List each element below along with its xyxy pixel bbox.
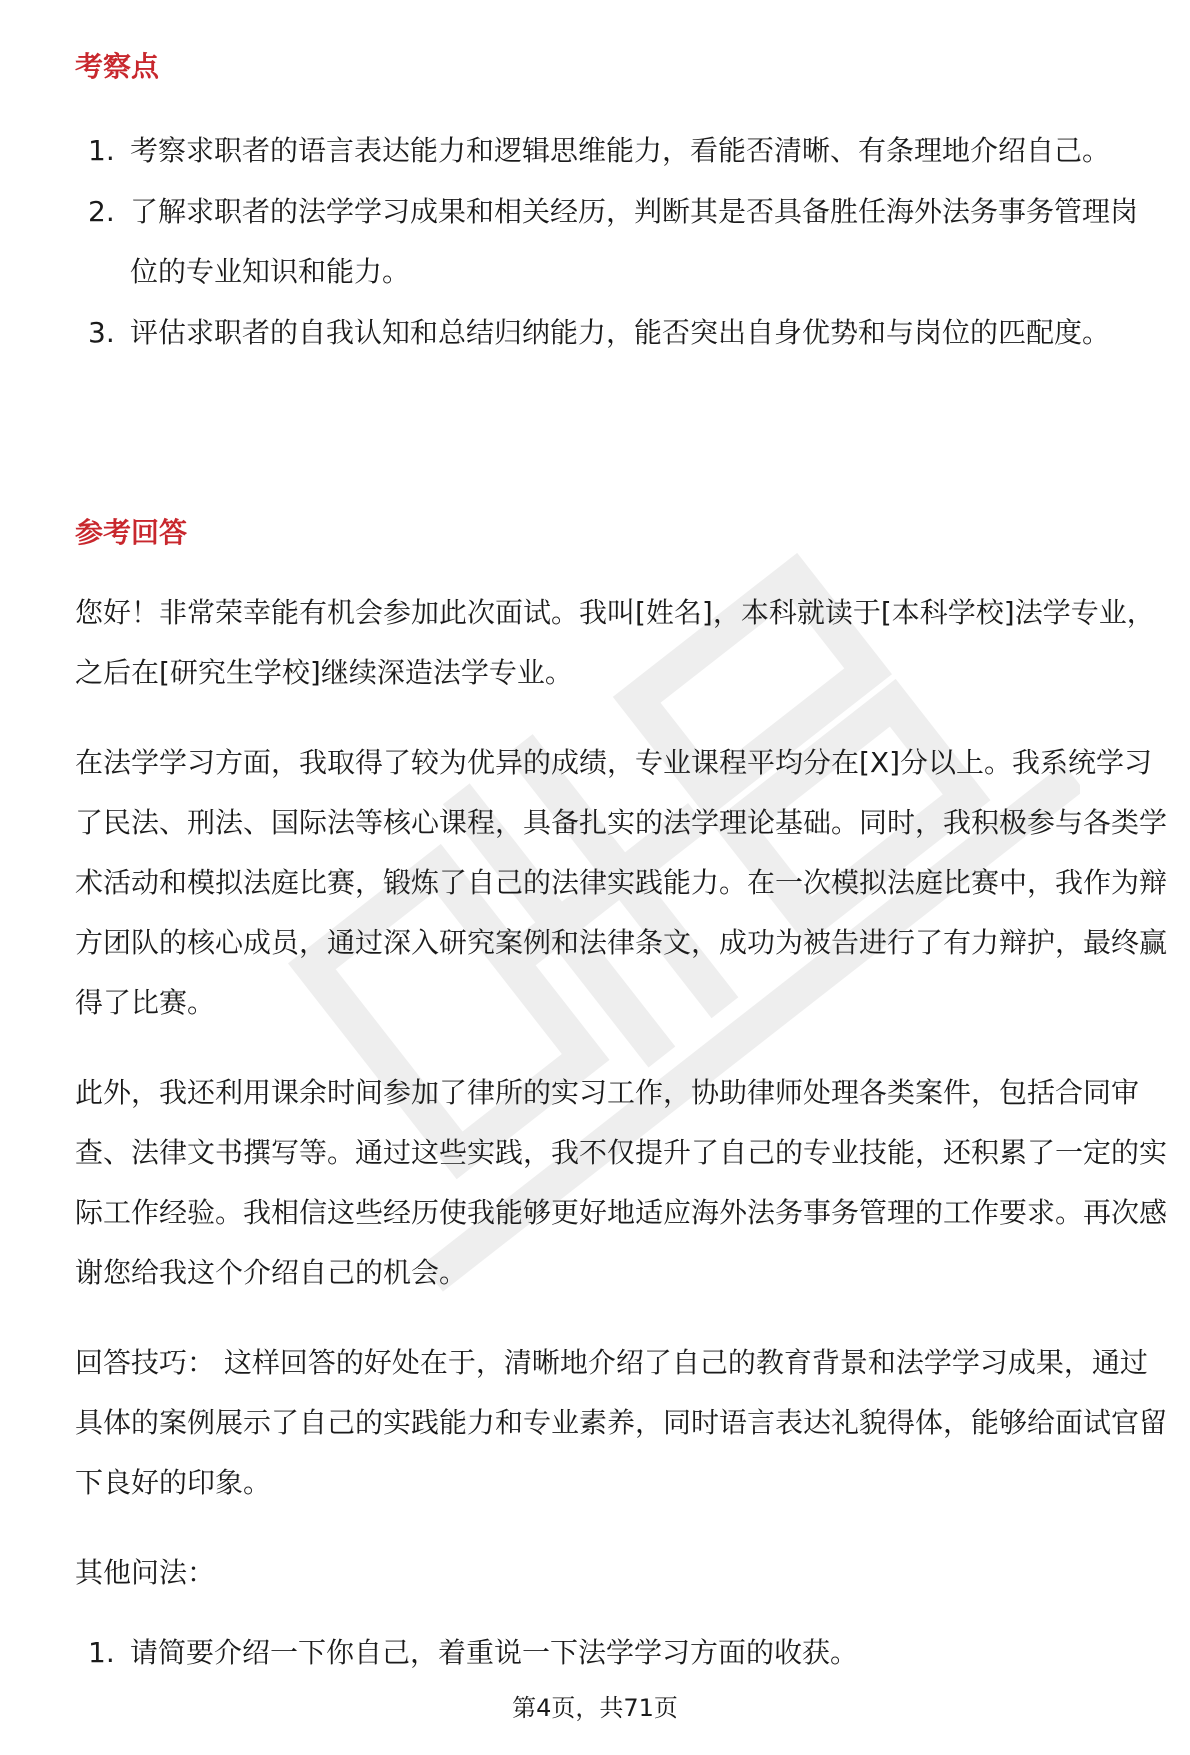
list-item-number: 1.	[88, 134, 115, 167]
answer-paragraph-intro: 您好！非常荣幸能有机会参加此次面试。我叫[姓名]，本科就读于[本科学校]法学专业，之后在[研究生学校]继续深造法学专业。	[75, 596, 1155, 689]
list-item	[0, 121, 1190, 181]
list-item-number: 1.	[88, 1636, 115, 1669]
list-item-text: 请简要介绍一下你自己，着重说一下法学学习方面的收获。	[130, 1636, 859, 1669]
list-item-text: 考察求职者的语言表达能力和逻辑思维能力，看能否清晰、有条理地介绍自己。	[130, 134, 1111, 167]
answer-tips-paragraph: 回答技巧： 这样回答的好处在于，清晰地介绍了自己的教育背景和法学学习成果，通过具体的案例展示了自己的实践能力和专业素养，同时语言表达礼貌得体，能够给面试官留下良好的印象。	[75, 1346, 1168, 1499]
answer-paragraph-study: 在法学学习方面，我取得了较为优异的成绩，专业课程平均分在[X]分以上。我系统学习了民法、刑法、国际法等核心课程，具备扎实的法学理论基础。同时，我积极参与各类学术活动和模拟法庭比赛，锻炼了自己的法律实践能力。在一次模拟法庭比赛中，我作为辩方团队的核心成员，通过深入研究案例和法律条文，成功为被告进行了有力辩护，最终赢得了比赛。	[75, 746, 1168, 1019]
reference-answer-heading: 参考回答	[75, 516, 188, 549]
other-questions-label: 其他问法：	[75, 1556, 216, 1589]
exam-points-list	[0, 121, 1190, 364]
list-item	[0, 1623, 1190, 1683]
other-questions-list	[0, 1623, 1190, 1684]
list-item-number: 2.	[88, 195, 115, 228]
exam-points-heading: 考察点	[75, 50, 160, 83]
list-item	[0, 303, 1190, 363]
page-number-footer: 第4页，共71页	[512, 1694, 678, 1722]
list-item-number: 3.	[88, 316, 115, 349]
list-item	[0, 182, 1190, 302]
list-item-text: 了解求职者的法学学习成果和相关经历，判断其是否具备胜任海外法务事务管理岗位的专业知识和能力。	[130, 195, 1139, 288]
answer-paragraph-internship: 此外，我还利用课余时间参加了律所的实习工作，协助律师处理各类案件，包括合同审查、法律文书撰写等。通过这些实践，我不仅提升了自己的专业技能，还积累了一定的实际工作经验。我相信这些经历使我能够更好地适应海外法务事务管理的工作要求。再次感谢您给我这个介绍自己的机会。	[75, 1076, 1168, 1289]
list-item-text: 评估求职者的自我认知和总结归纳能力，能否突出自身优势和与岗位的匹配度。	[130, 316, 1111, 349]
